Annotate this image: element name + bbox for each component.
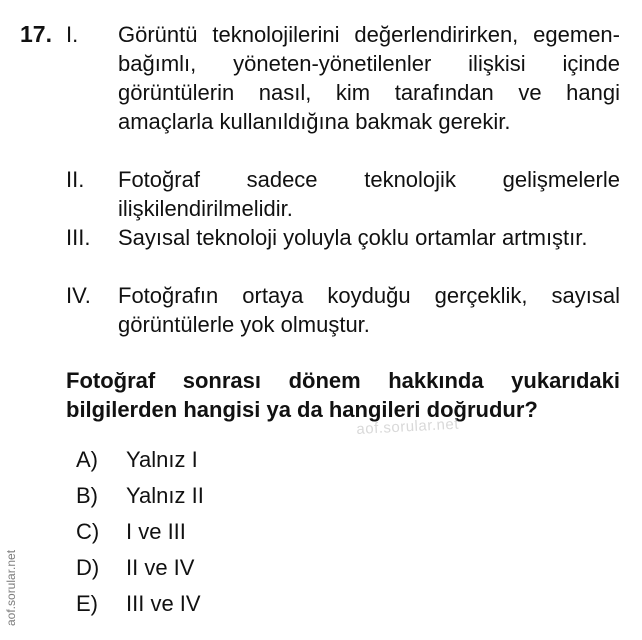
option-text: I ve III bbox=[126, 519, 186, 544]
option-text: III ve IV bbox=[126, 591, 201, 616]
option-b[interactable] bbox=[70, 478, 204, 514]
statement-numeral: I. bbox=[66, 22, 79, 47]
watermark-center: aof.sorular.net bbox=[356, 415, 460, 438]
statement-4 bbox=[66, 281, 620, 339]
option-letter: E) bbox=[76, 591, 98, 616]
option-c[interactable] bbox=[70, 514, 204, 550]
statement-numeral: III. bbox=[66, 225, 91, 250]
statement-numeral: II. bbox=[66, 167, 85, 192]
option-text: Yalnız I bbox=[126, 447, 198, 472]
question-prompt: Fotoğraf sonrası dönem hakkında yukarıdaki bilgilerden hangisi ya da hangileri doğrudur? bbox=[66, 368, 620, 422]
statement-numeral: IV. bbox=[66, 283, 91, 308]
statement-1 bbox=[66, 20, 620, 136]
statement-2 bbox=[66, 165, 620, 223]
option-e[interactable] bbox=[70, 586, 204, 622]
option-text: II ve IV bbox=[126, 555, 195, 580]
watermark-side: aof.sorular.net bbox=[4, 549, 18, 626]
option-letter: B) bbox=[76, 483, 98, 508]
statement-text: Sayısal teknoloji yoluyla çoklu ortamlar artmıştır. bbox=[118, 225, 588, 250]
question-number: 17. bbox=[20, 21, 52, 47]
statement-text: Fotoğraf sadece teknolojik gelişmelerle ilişkilendirilmelidir. bbox=[118, 167, 620, 221]
option-letter: C) bbox=[76, 519, 100, 544]
answer-options bbox=[70, 442, 204, 622]
option-text: Yalnız II bbox=[126, 483, 204, 508]
option-a[interactable] bbox=[70, 442, 204, 478]
option-letter: A) bbox=[76, 447, 98, 472]
statement-text: Fotoğrafın ortaya koyduğu gerçeklik, sayısal görüntülerle yok olmuştur. bbox=[118, 283, 620, 337]
option-letter: D) bbox=[76, 555, 100, 580]
statement-text: Görüntü teknolojilerini değerlendirirken, egemen-bağımlı, yöneten-yönetilenler ilişkisi içinde görüntülerin nasıl, kim tarafından ve hangi amaçlarla kullanıldığına bakmak gerekir. bbox=[118, 22, 620, 134]
statement-3 bbox=[66, 223, 620, 252]
option-d[interactable] bbox=[70, 550, 204, 586]
